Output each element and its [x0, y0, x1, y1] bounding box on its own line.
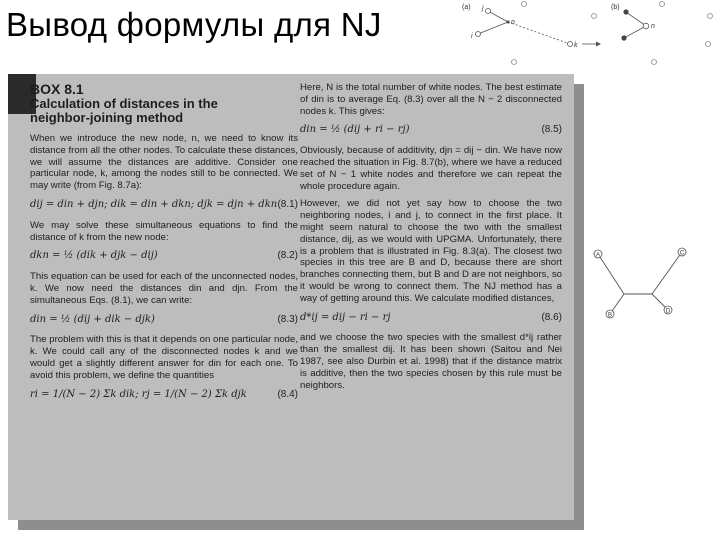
box-heading-line1: Calculation of distances in the: [30, 96, 218, 111]
node-label-j: j: [482, 5, 484, 12]
right-paragraph-2: Obviously, because of additivity, djn = dij − din. We have now reached the situation in Fig. 8.7(b), where we have a reduced set of N − 1 white nodes and therefore we can repeat the whole procedure again.: [300, 145, 562, 192]
leaf-label-c: C: [679, 250, 685, 257]
node-extra: [592, 14, 597, 19]
equation-8-6: [300, 312, 562, 324]
leaf-label-a: A: [595, 252, 601, 259]
equation-8-4-number: (8.4): [277, 388, 298, 400]
node-joined: [623, 9, 628, 14]
slide-title: Вывод формулы для NJ: [6, 6, 382, 43]
equation-8-3-text: din = ½ (dij + dik − djk): [30, 313, 155, 325]
unrooted-tree: [586, 238, 696, 338]
equation-8-3-number: (8.3): [277, 313, 298, 325]
node-label-n: n: [511, 19, 515, 26]
leaf-label-d: D: [665, 308, 671, 315]
right-paragraph-1: Here, N is the total number of white nodes. The best estimate of din is to average Eq. (8.3) over all the N − 2 disconnected nodes k. This gives:: [300, 82, 562, 117]
node-n: [643, 23, 649, 29]
node-extra: [706, 42, 711, 47]
right-paragraph-4: and we choose the two species with the smallest d*ij rather than the smallest dij. It has been shown (Saitou and Nei 1987, see also Durbin et al. 1998) that if the distance matrix is additive, then the two species chosen by this rule must be neighbors.: [300, 332, 562, 391]
left-paragraph-1: When we introduce the new node, n, we need to know its distance from all the other nodes. To calculate these distances, we will assume the distances are additive. Consider one particular node, k, among the nodes still to be connected. We may write (from Fig. 8.7a):: [30, 133, 298, 192]
left-paragraph-3: This equation can be used for each of the unconnected nodes, k. We now need the distances din and djn. From the simultaneous Eqs. (8.1), we can write:: [30, 271, 298, 306]
node-extra: [708, 14, 713, 19]
equation-8-1: [30, 199, 298, 211]
equation-8-2-number: (8.2): [277, 250, 298, 262]
node-extra: [522, 2, 527, 7]
equation-8-1-text: dij = din + djn; dik = din + dkn; djk = djn + dkn: [30, 198, 278, 210]
equation-8-5-number: (8.5): [541, 124, 562, 136]
box-label: BOX 8.1: [30, 81, 84, 97]
equation-8-4: [30, 389, 298, 401]
equation-8-6-text: d*ij = dij − ri − rj: [300, 311, 391, 323]
node-label-i: i: [471, 33, 473, 40]
equation-8-5: [300, 124, 562, 136]
node-j: [486, 9, 491, 14]
box-left-column: [30, 82, 298, 409]
node-i: [476, 32, 481, 37]
equation-8-5-text: din = ½ (dij + ri − rj): [300, 124, 410, 136]
node-joined: [621, 35, 626, 40]
equation-8-4-text: ri = 1/(N − 2) Σk dik; rj = 1/(N − 2) Σk djk: [30, 388, 247, 400]
diagram-a: [462, 0, 602, 70]
node-extra: [660, 2, 665, 7]
equation-8-6-number: (8.6): [541, 311, 562, 323]
node-extra: [652, 60, 657, 65]
left-paragraph-2: We may solve these simultaneous equations to find the distance of k from the new node:: [30, 219, 298, 243]
equation-8-3: [30, 314, 298, 326]
box-heading: [30, 97, 298, 125]
left-paragraph-4: The problem with this is that it depends on one particular node, k. We could call any of the disconnected nodes k and we would get a slightly different answer for din for each one. To avoid this problem, we define the quantities: [30, 334, 298, 381]
leaf-label-b: B: [607, 312, 613, 319]
node-label-n: n: [651, 23, 655, 30]
diagram-b: [606, 0, 718, 70]
equation-8-1-number: (8.1): [277, 198, 298, 210]
box-heading-line2: neighbor-joining method: [30, 110, 184, 125]
node-extra: [512, 60, 517, 65]
equation-8-2-text: dkn = ½ (dik + djk − dij): [30, 250, 158, 262]
right-paragraph-3: However, we did not yet say how to choose the two neighboring nodes, i and j, to connect in the first place. It might seem natural to choose the two with the smallest distance, dij, as we would with UPGMA. Unfortunately, there is a problem that is illustrated in Fig. 8.3(a). The closest two species in this tree are B and D, because there are short branches connecting them, but B and D are not neighbors, so it would be wrong to connect them. The NJ method has a way of getting around this. We calculate modified distances,: [300, 198, 562, 304]
diagram-a-label: (a): [462, 4, 471, 11]
equation-8-2: [30, 250, 298, 262]
node-n: [506, 20, 509, 23]
diagram-b-label: (b): [611, 4, 620, 11]
node-label-k: k: [574, 42, 578, 49]
box-8-1: [8, 74, 574, 520]
node-k: [568, 42, 573, 47]
box-right-column: [300, 82, 562, 397]
arrow-right-icon: [596, 42, 601, 47]
